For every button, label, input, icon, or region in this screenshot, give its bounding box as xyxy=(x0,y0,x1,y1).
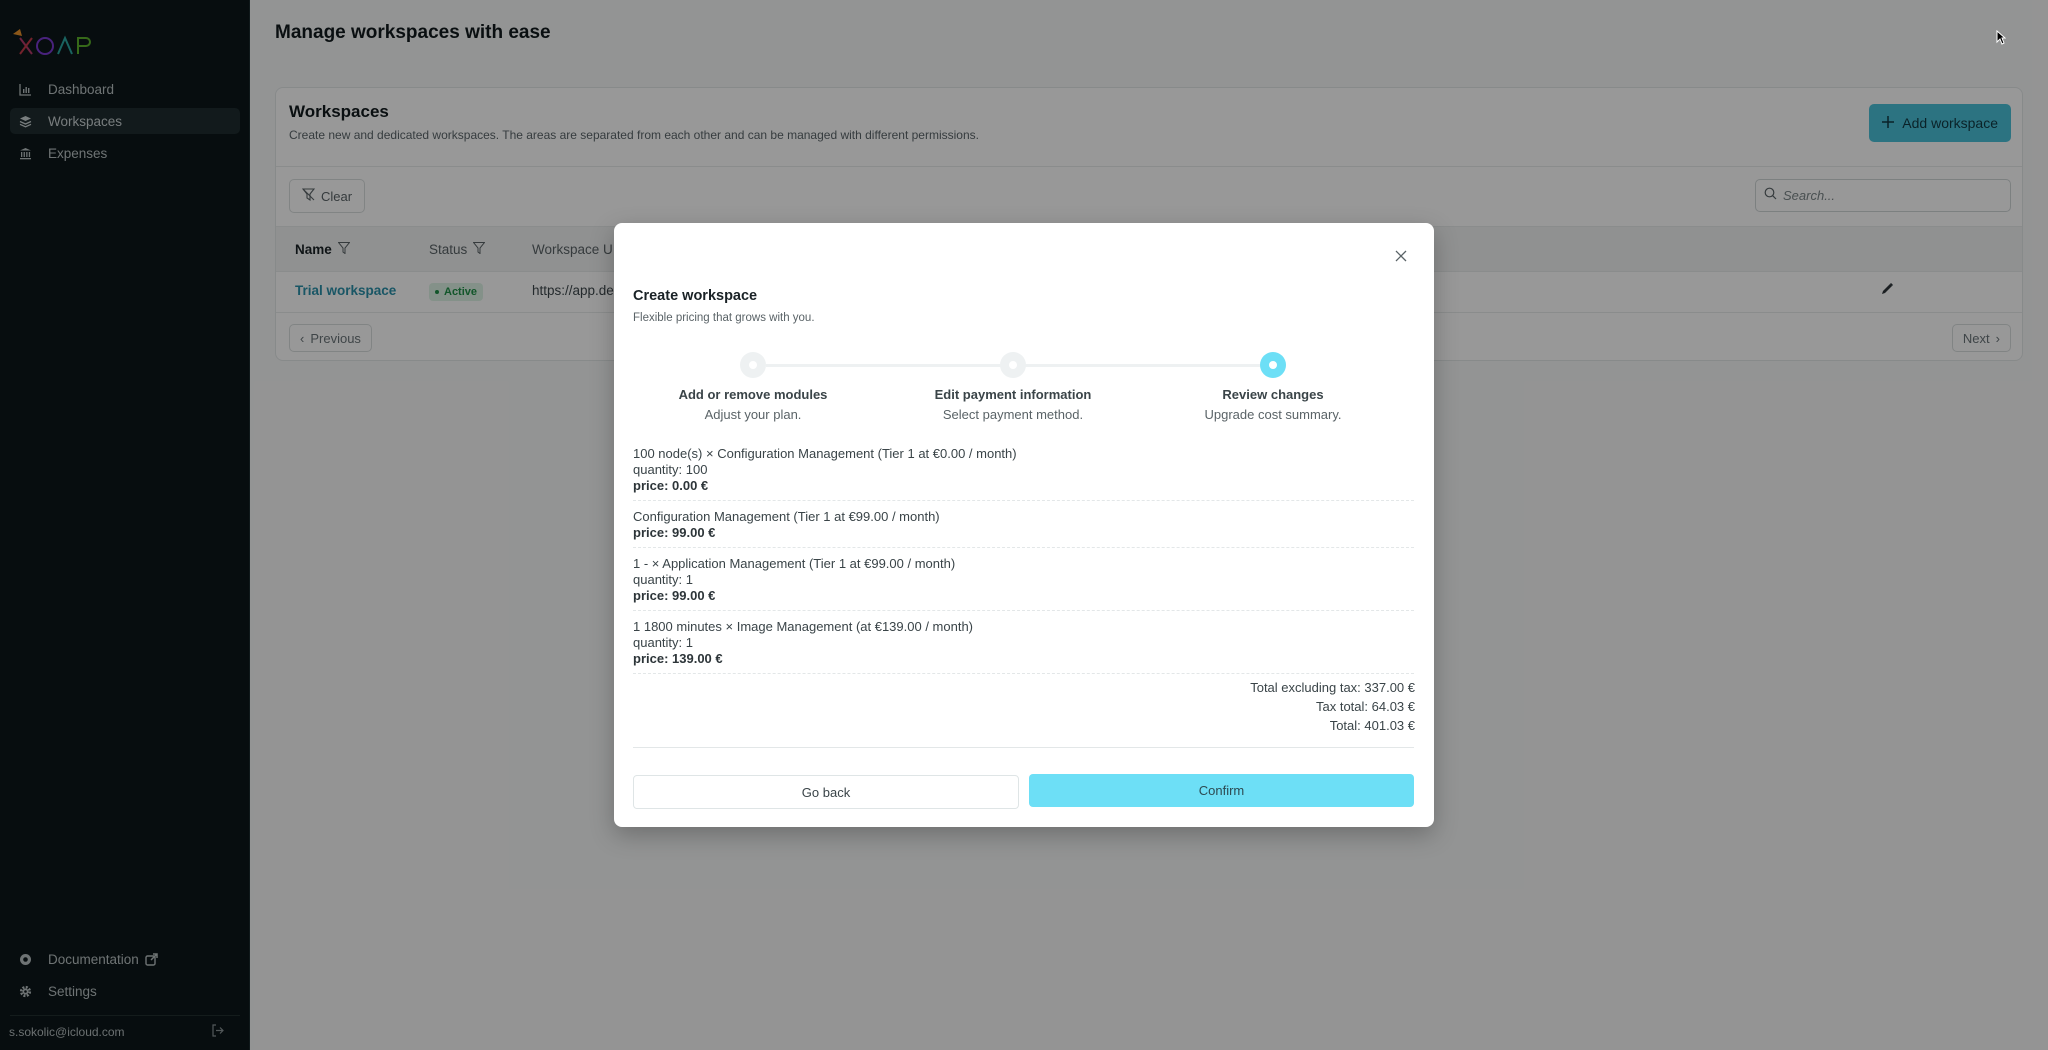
line-item-price: price: 99.00 € xyxy=(633,525,716,540)
column-label: Workspace U xyxy=(532,242,613,257)
status-label: Active xyxy=(444,286,478,298)
step-description: Select payment method. xyxy=(942,407,1084,422)
line-item-description: Configuration Management (Tier 1 at €99.00 / month) xyxy=(633,509,940,524)
go-back-button[interactable]: Go back xyxy=(633,775,1019,809)
confirm-button[interactable]: Confirm xyxy=(1029,774,1414,807)
workspace-url: https://app.de xyxy=(532,283,614,298)
user-email: s.sokolic@icloud.com xyxy=(9,1025,125,1039)
step-title: Review changes xyxy=(1222,387,1324,402)
cost-line-items xyxy=(633,446,1414,682)
line-item-description: 1 1800 minutes × Image Management (at €139.00 / month) xyxy=(633,619,974,634)
sidebar-item-label: Documentation xyxy=(48,951,139,967)
line-item-quantity: quantity: 1 xyxy=(633,572,693,587)
step-description: Adjust your plan. xyxy=(704,407,802,422)
step-indicator-icon xyxy=(740,352,766,378)
previous-label: Previous xyxy=(310,330,361,346)
stepper xyxy=(633,352,1414,422)
sidebar-item-label: Settings xyxy=(48,983,97,999)
step-title: Edit payment information xyxy=(934,387,1092,402)
add-workspace-label: Add workspace xyxy=(1902,115,1998,131)
card-description: Create new and dedicated workspaces. The areas are separated from each other and can be managed with different permissions. xyxy=(289,128,979,142)
line-item-quantity: quantity: 100 xyxy=(633,462,708,477)
line-item-description: 1 - × Application Management (Tier 1 at €99.00 / month) xyxy=(633,556,956,571)
card-title: Workspaces xyxy=(289,102,389,121)
column-label: Name xyxy=(295,242,332,257)
modal-title: Create workspace xyxy=(633,288,758,304)
tax-total: Tax total: 64.03 € xyxy=(1315,699,1415,714)
step-description: Upgrade cost summary. xyxy=(1204,407,1342,422)
divider xyxy=(633,747,1414,748)
line-item-price: price: 139.00 € xyxy=(633,651,723,666)
modal-subtitle: Flexible pricing that grows with you. xyxy=(633,312,815,324)
step-edit-payment-information[interactable] xyxy=(893,352,1133,422)
next-label: Next xyxy=(1962,330,1990,346)
chevron-right-icon: › xyxy=(1995,330,2000,346)
cost-totals xyxy=(1250,678,1415,735)
column-label: Status xyxy=(429,242,468,257)
line-item xyxy=(633,446,1414,501)
sidebar-item-label: Dashboard xyxy=(48,81,115,97)
step-title: Add or remove modules xyxy=(678,387,828,402)
workspace-name-link[interactable]: Trial workspace xyxy=(295,283,397,298)
mouse-cursor-icon xyxy=(1996,30,2006,50)
step-indicator-icon xyxy=(1000,352,1026,378)
create-workspace-modal xyxy=(614,223,1434,827)
line-item-quantity: quantity: 1 xyxy=(633,635,693,650)
step-indicator-active-icon xyxy=(1260,352,1286,378)
line-item xyxy=(633,556,1414,611)
step-add-remove-modules[interactable] xyxy=(633,352,873,422)
clear-label: Clear xyxy=(321,188,353,204)
line-item-price: price: 0.00 € xyxy=(633,478,709,493)
line-item-description: 100 node(s) × Configuration Management (Tier 1 at €0.00 / month) xyxy=(633,446,1017,461)
step-review-changes[interactable] xyxy=(1153,352,1393,422)
close-icon[interactable] xyxy=(1392,247,1410,265)
line-item xyxy=(633,619,1414,674)
page-title: Manage workspaces with ease xyxy=(275,22,551,43)
sidebar-item-label: Workspaces xyxy=(48,113,123,129)
total-excluding-tax: Total excluding tax: 337.00 € xyxy=(1250,680,1415,695)
line-item xyxy=(633,509,1414,548)
line-item-price: price: 99.00 € xyxy=(633,588,716,603)
grand-total: Total: 401.03 € xyxy=(1329,718,1415,733)
chevron-left-icon: ‹ xyxy=(300,330,305,346)
sidebar-item-label: Expenses xyxy=(48,145,108,161)
